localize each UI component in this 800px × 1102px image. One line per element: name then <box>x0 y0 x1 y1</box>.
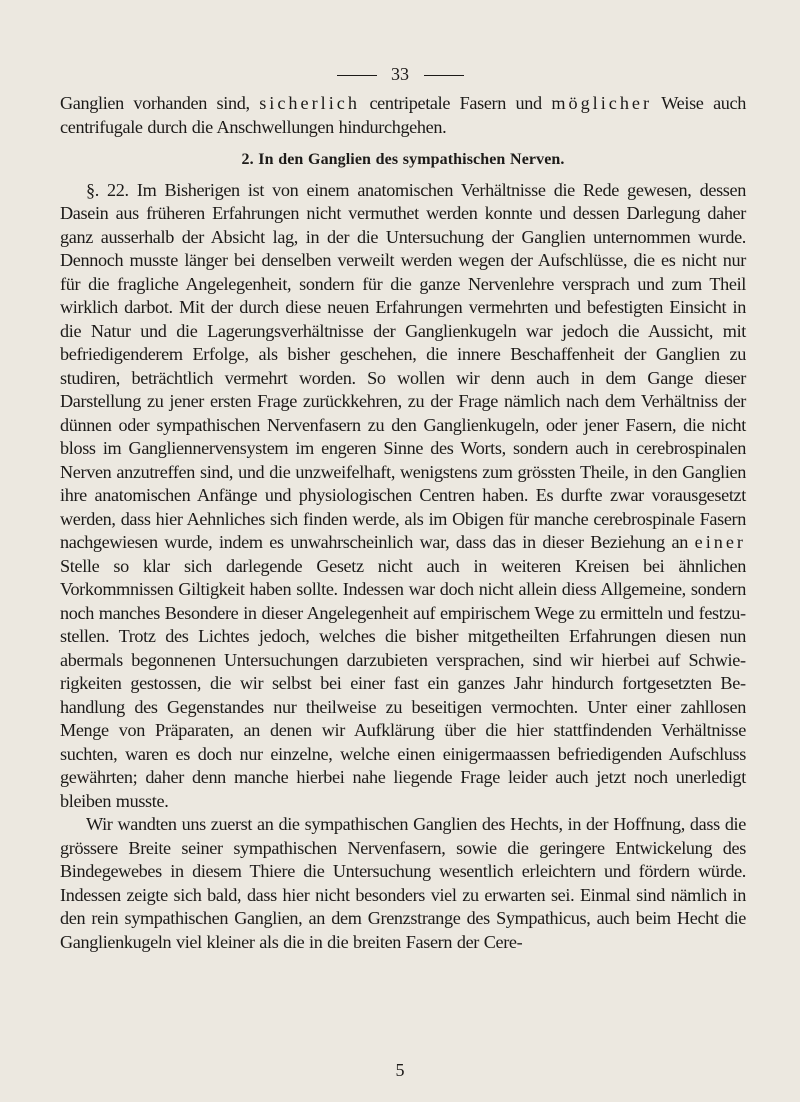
opening-emphasis-1: sicherlich <box>259 93 360 113</box>
opening-text-3: Weise auch centrifugale durch die Anschwellungen hindurchgehen. <box>60 93 746 137</box>
paragraph-22-text-1: §. 22. Im Bisherigen ist von einem anatomischen Verhältnisse die Rede gewesen, dessen Dasein aus früheren Erfahrungen nicht vermuthet werden konnte und dessen Darlegung daher ganz ausserhalb der Absicht lag, in der die Untersuchung der Ganglien unternommen wurde. Dennoch musste länger bei denselben verweilt werden wegen der Aufschlüsse, die es nicht nur für die fragliche Angelegenheit, sondern für die ganze Nervenlehre versprach und zum Theil wirklich darbot. Mit der durch diese neuen Erfahrungen vermehrten und befestigten Einsicht in die Natur und die Lagerungsverhältnisse der Ganglienkugeln war jedoch die Aussicht, mit befriedigenderem Erfolge, als bisher geschehen, die innere Beschaffenheit der Ganglien zu studiren, beträchtlich vermehrt worden. So wollen wir denn auch in dem Gange dieser Darstellung zu jener ersten Frage zurückkehren, zu der Frage nämlich nach dem Verhältniss der dünnen oder sympathischen Nervenfasern zu den Ganglienkugeln, oder jener Fasern, die nicht bloss im Gangliennervensystem im engeren Sinne des Worts, sondern auch in cerebrospinalen Nerven anzutreffen sind, und die unzweifelhaft, wenigstens zum grössten Theile, in den Ganglien ihre anatomischen Anfänge und physiologischen Centren haben. Es durfte zwar vorausgesetzt werden, dass hier Aehnliches sich finden werde, als im Obigen für manche cerebrospinale Fasern nachgewiesen wurde, indem es unwahrscheinlich war, dass das in dieser Beziehung an <box>60 179 746 552</box>
page-number: 33 <box>391 64 409 84</box>
header-rule-left <box>337 75 377 76</box>
paragraph-22 <box>60 179 746 814</box>
opening-paragraph <box>60 92 746 139</box>
paragraph-hecht: Wir wandten uns zuerst an die sympathischen Ganglien des Hechts, in der Hoffnung, dass die grössere Breite seiner sympathischen Nervenfasern, sowie die geringere Entwickelung des Bindegewebes in diesem Thiere die Untersuchung wesentlich erleichtern und fördern würde. Indessen zeigte sich bald, dass hier nicht besonders viel zu erwarten sei. Einmal sind nämlich in den rein sympathischen Ganglien, an dem Grenzstrange des Sympathicus, auch beim Hecht die Ganglienkugeln viel kleiner als die in die breiten Fasern der Cere- <box>60 814 746 952</box>
paragraph-22-text-2: Stelle so klar sich darlegende Gesetz nicht auch in weiteren Kreisen bei ähnlichen Vorkommnissen Giltigkeit haben sollte. Indessen war doch nicht allein diess Allgemeine, sondern noch manches Besondere in dieser Angelegenheit auf empirischem Wege zu ermitteln und festzustellen. Trotz des Lichtes jedoch, welches die bisher mitgetheilten Erfahrungen diesen nun abermals begonnenen Untersuchungen darzubieten versprachen, sind wir hierbei auf Schwierigkeiten gestossen, die wir selbst bei einer fast ein ganzes Jahr hindurch fortgesetzten Behandlung des Gegenstandes nur theilweise zu beseitigen vermochten. Unter einer zahllosen Menge von Präparaten, an denen wir Aufklärung über die hier stattfindenden Verhältnisse suchten, waren es doch nur einzelne, welche einen einigermaassen befriedigenden Aufschluss gewährten; daher denn manche hierbei nahe liegende Frage leider auch jetzt noch unerledigt bleiben musste. <box>60 555 746 811</box>
paragraph-22-emphasis: einer <box>694 532 746 552</box>
page-header <box>0 64 800 85</box>
signature-mark: 5 <box>395 1060 405 1080</box>
opening-text-2: centripetale Fasern und <box>359 93 552 113</box>
header-rule-right <box>424 75 464 76</box>
opening-emphasis-2: möglicher <box>551 93 653 113</box>
opening-text-1: Ganglien vorhanden sind, <box>60 93 260 113</box>
section-heading: 2. In den Ganglien des sympathischen Nerven. <box>241 151 565 168</box>
page-body <box>60 92 746 954</box>
